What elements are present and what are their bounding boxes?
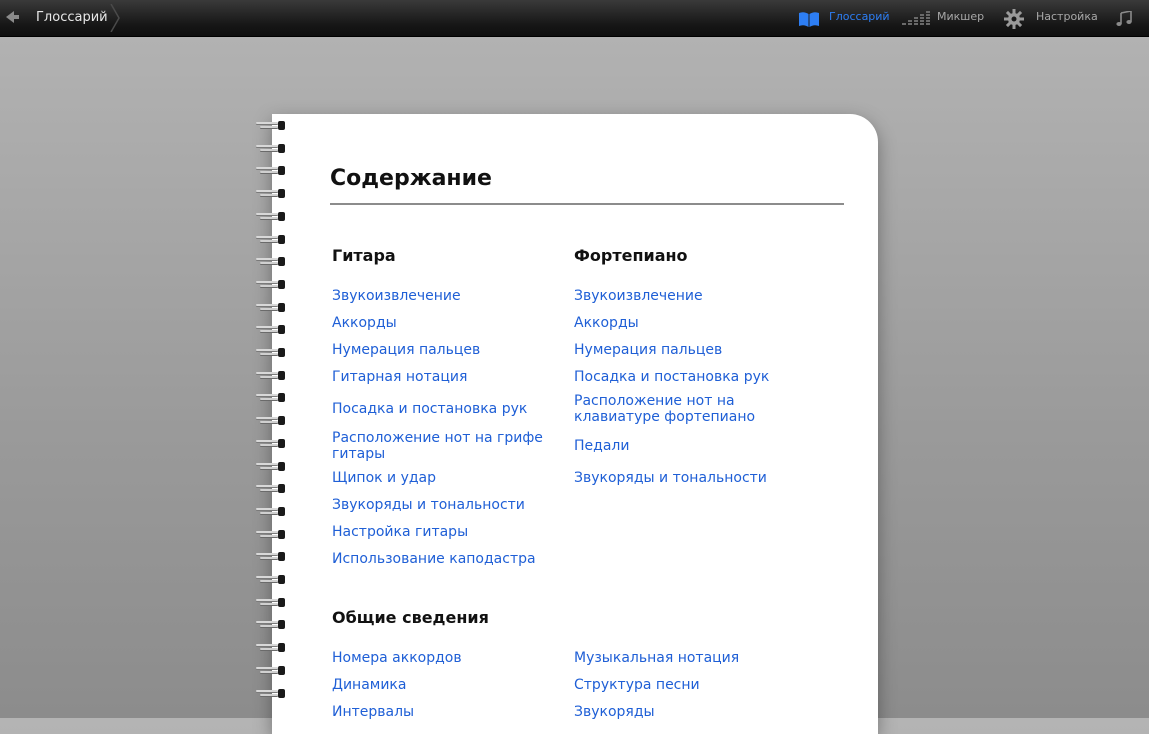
piano-link[interactable]: Посадка и постановка рук: [574, 369, 770, 385]
back-arrow-icon: [6, 11, 14, 23]
spiral-coil: [256, 165, 290, 176]
top-toolbar: [0, 0, 1149, 37]
spiral-coil: [256, 506, 290, 517]
spiral-coil: [256, 551, 290, 562]
spiral-coil: [256, 234, 290, 245]
guitar-link[interactable]: Посадка и постановка рук: [332, 401, 528, 417]
piano-link[interactable]: Педали: [574, 438, 630, 454]
spiral-coil: [256, 279, 290, 290]
breadcrumb-chevron-icon: [110, 4, 120, 32]
guitar-link[interactable]: Гитарная нотация: [332, 369, 468, 385]
spiral-coil: [256, 120, 290, 131]
guitar-link[interactable]: Расположение нот на грифе гитары: [332, 430, 543, 462]
guitar-link[interactable]: Звукоряды и тональности: [332, 497, 525, 513]
general-link[interactable]: Структура песни: [574, 677, 700, 693]
spiral-coil: [256, 483, 290, 494]
spiral-coil: [256, 302, 290, 313]
spiral-coil: [256, 392, 290, 403]
spiral-coil: [256, 143, 290, 154]
spiral-coil: [256, 438, 290, 449]
back-button[interactable]: [0, 0, 124, 36]
spiral-coil: [256, 211, 290, 222]
page-title: Содержание: [330, 166, 492, 191]
general-link[interactable]: Интервалы: [332, 704, 415, 720]
spiral-coil: [256, 415, 290, 426]
spiral-coil: [256, 597, 290, 608]
guitar-link[interactable]: Настройка гитары: [332, 524, 469, 540]
spiral-coil: [256, 665, 290, 676]
guitar-link[interactable]: Нумерация пальцев: [332, 342, 481, 358]
general-link[interactable]: Музыкальная нотация: [574, 650, 740, 666]
section-heading-general: Общие сведения: [332, 608, 489, 627]
piano-link[interactable]: Нумерация пальцев: [574, 342, 723, 358]
back-button-label: Глоссарий: [36, 10, 108, 25]
general-link[interactable]: Звукоряды: [574, 704, 655, 720]
spiral-coil: [256, 619, 290, 630]
glossary-notebook-page: [272, 114, 878, 734]
nav-mixer-label: Микшер: [937, 10, 985, 23]
spiral-coil: [256, 188, 290, 199]
spiral-coil: [256, 461, 290, 472]
spiral-coil: [256, 347, 290, 358]
nav-glossary-label: Глоссарий: [829, 10, 890, 23]
guitar-link[interactable]: Использование каподастра: [332, 551, 536, 567]
section-heading-piano: Фортепиано: [574, 246, 688, 265]
guitar-link[interactable]: Звукоизвлечение: [332, 288, 461, 304]
piano-link[interactable]: Звукоряды и тональности: [574, 470, 767, 486]
spiral-coil: [256, 324, 290, 335]
notebook-spiral-binding: [256, 120, 296, 718]
guitar-link[interactable]: Щипок и удар: [332, 470, 437, 486]
title-divider: [330, 203, 844, 205]
spiral-coil: [256, 642, 290, 653]
general-link[interactable]: Номера аккордов: [332, 650, 462, 666]
spiral-coil: [256, 688, 290, 699]
book-icon: [798, 11, 820, 27]
spiral-coil: [256, 574, 290, 585]
piano-link[interactable]: Звукоизвлечение: [574, 288, 703, 304]
guitar-link[interactable]: Аккорды: [332, 315, 397, 331]
spiral-coil: [256, 256, 290, 267]
piano-link[interactable]: Аккорды: [574, 315, 639, 331]
piano-link[interactable]: Расположение нот на клавиатуре фортепиано: [574, 393, 756, 425]
section-heading-guitar: Гитара: [332, 246, 396, 265]
nav-settings-label: Настройка: [1036, 10, 1098, 23]
gear-icon: [1004, 9, 1024, 29]
spiral-coil: [256, 370, 290, 381]
general-link[interactable]: Динамика: [332, 677, 407, 693]
mixer-icon: [902, 11, 930, 27]
music-note-icon[interactable]: [1116, 11, 1134, 27]
spiral-coil: [256, 529, 290, 540]
